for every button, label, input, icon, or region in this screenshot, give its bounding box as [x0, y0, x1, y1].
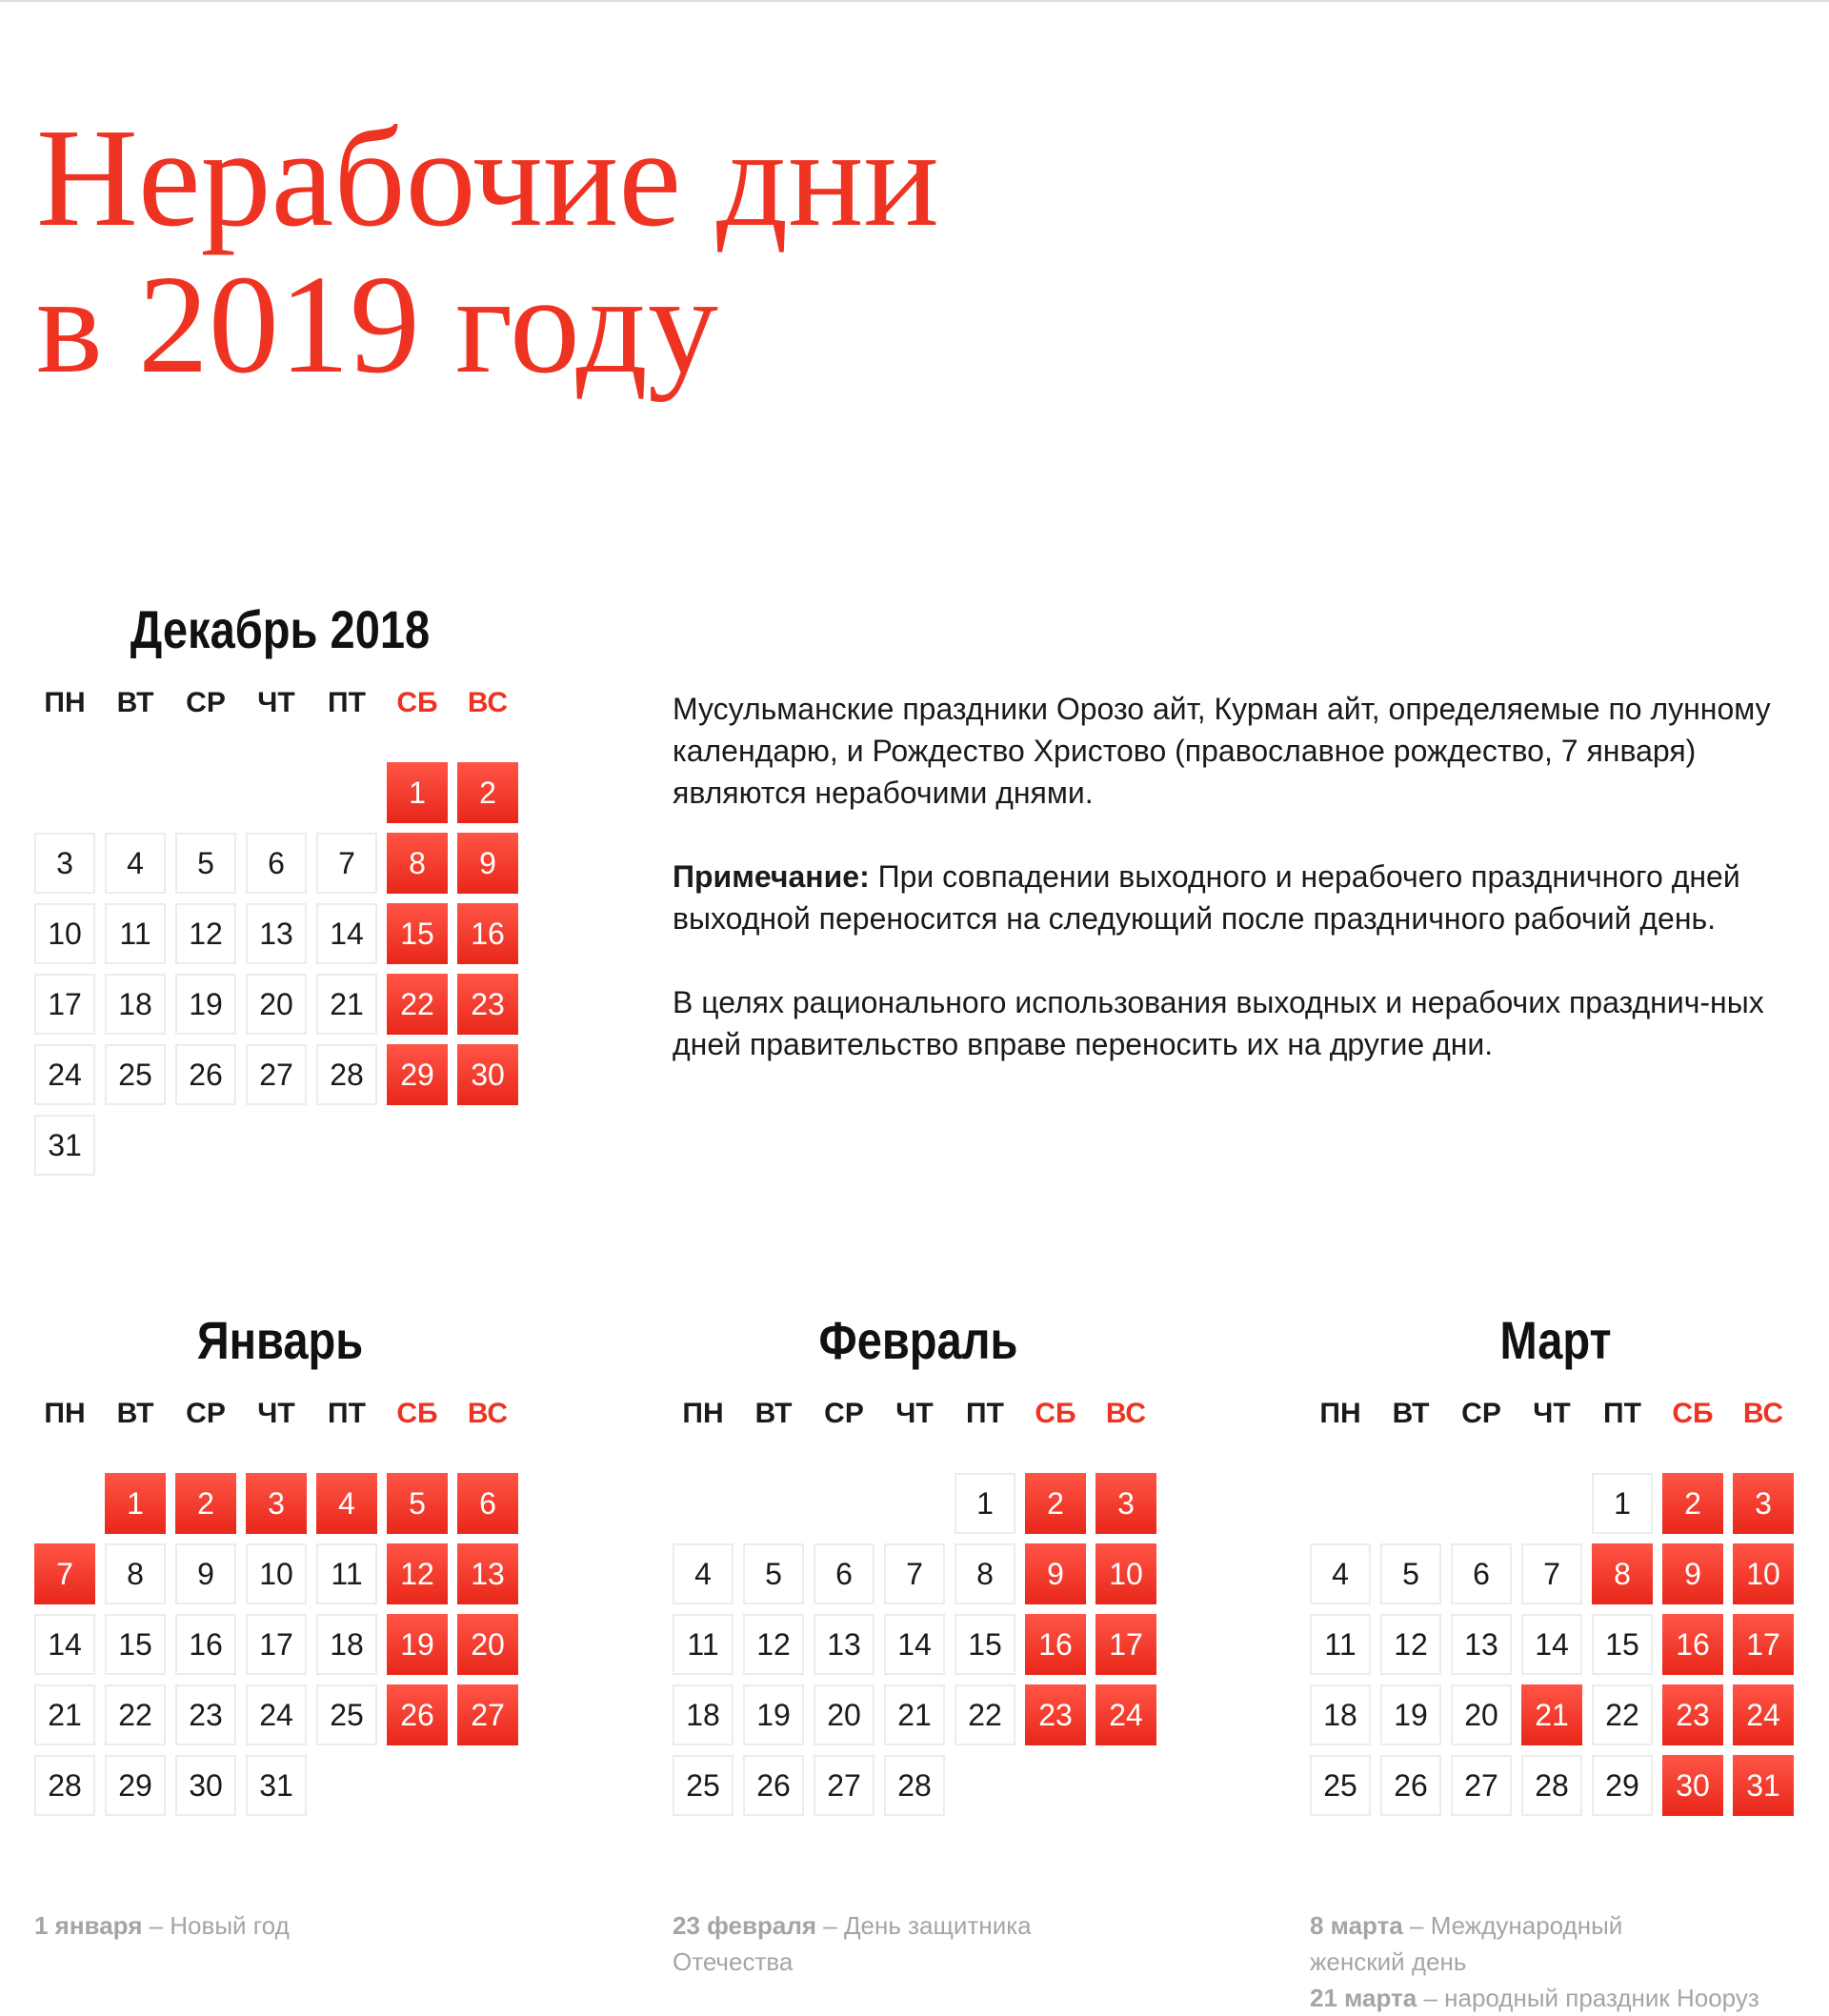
info-text [673, 688, 1797, 1107]
day-cell: 7 [1521, 1543, 1582, 1604]
holiday-day-cell: 8 [1592, 1543, 1653, 1604]
day-cell: 13 [814, 1614, 874, 1675]
weekday-label: ПН [44, 1398, 86, 1429]
day-cell: 12 [743, 1614, 804, 1675]
day-cell: 18 [1310, 1684, 1371, 1745]
weekday-label: ВТ [754, 1398, 793, 1429]
holiday-day-cell: 19 [387, 1614, 448, 1675]
note-label: Примечание: [673, 859, 870, 894]
day-cell: 7 [316, 833, 377, 894]
month-title: Февраль [818, 1310, 1018, 1370]
holiday-day-cell: 23 [1662, 1684, 1723, 1745]
weekday-label: ПН [682, 1398, 724, 1429]
day-cell: 14 [316, 903, 377, 964]
day-cell: 24 [34, 1044, 95, 1105]
holiday-day-cell: 9 [1662, 1543, 1723, 1604]
holiday-day-cell: 10 [1733, 1543, 1794, 1604]
day-cell: 11 [316, 1543, 377, 1604]
day-cell: 20 [1451, 1684, 1512, 1745]
holiday-day-cell: 24 [1733, 1684, 1794, 1745]
holiday-day-cell: 16 [1662, 1614, 1723, 1675]
weekday-label: СР [1461, 1398, 1501, 1429]
holiday-day-cell: 21 [1521, 1684, 1582, 1745]
holiday-day-cell: 29 [387, 1044, 448, 1105]
day-cell: 3 [34, 833, 95, 894]
holiday-day-cell: 22 [387, 974, 448, 1035]
day-cell: 18 [105, 974, 166, 1035]
holiday-note-date: 8 марта [1310, 1911, 1403, 1940]
day-cell: 4 [673, 1543, 734, 1604]
holiday-day-cell: 23 [457, 974, 518, 1035]
holiday-note-line [1310, 1907, 1759, 1944]
day-cell: 13 [246, 903, 307, 964]
weekday-label: СБ [1035, 1398, 1076, 1429]
holiday-notes [34, 1907, 290, 1944]
holiday-day-cell: 2 [1025, 1473, 1086, 1534]
day-cell: 8 [105, 1543, 166, 1604]
holiday-day-cell: 2 [1662, 1473, 1723, 1534]
holiday-day-cell: 3 [1733, 1473, 1794, 1534]
day-cell: 12 [1380, 1614, 1441, 1675]
holiday-day-cell: 2 [175, 1473, 236, 1534]
day-cell: 6 [246, 833, 307, 894]
day-cell: 5 [1380, 1543, 1441, 1604]
month-title: Январь [196, 1310, 364, 1370]
day-cell: 27 [246, 1044, 307, 1105]
day-cell: 31 [34, 1115, 95, 1176]
day-cell: 11 [1310, 1614, 1371, 1675]
day-cell: 26 [743, 1755, 804, 1816]
day-cell: 20 [246, 974, 307, 1035]
weekday-label: СБ [396, 687, 438, 718]
holiday-note-line [673, 1944, 1032, 1980]
day-cell: 18 [316, 1614, 377, 1675]
holiday-day-cell: 4 [316, 1473, 377, 1534]
day-cell: 26 [1380, 1755, 1441, 1816]
holiday-day-cell: 16 [1025, 1614, 1086, 1675]
holiday-day-cell: 31 [1733, 1755, 1794, 1816]
weekday-label: ВТ [116, 687, 154, 718]
day-cell: 22 [955, 1684, 1015, 1745]
holiday-day-cell: 3 [246, 1473, 307, 1534]
day-cell: 5 [743, 1543, 804, 1604]
holiday-note-line [1310, 1980, 1759, 2016]
holiday-day-cell: 26 [387, 1684, 448, 1745]
day-cell: 19 [175, 974, 236, 1035]
weekday-label: ЧТ [895, 1398, 934, 1429]
holiday-day-cell: 23 [1025, 1684, 1086, 1745]
day-cell: 25 [1310, 1755, 1371, 1816]
weekday-label: СБ [1672, 1398, 1714, 1429]
day-cell: 24 [246, 1684, 307, 1745]
holiday-day-cell: 5 [387, 1473, 448, 1534]
day-cell: 21 [884, 1684, 945, 1745]
holiday-note-text: Отечества [673, 1947, 794, 1976]
weekday-label: ВТ [1392, 1398, 1430, 1429]
day-cell: 22 [1592, 1684, 1653, 1745]
top-divider [0, 0, 1829, 2]
day-cell: 22 [105, 1684, 166, 1745]
weekday-label: ВТ [116, 1398, 154, 1429]
day-cell: 29 [105, 1755, 166, 1816]
day-cell: 19 [1380, 1684, 1441, 1745]
day-cell: 16 [175, 1614, 236, 1675]
holiday-day-cell: 13 [457, 1543, 518, 1604]
holiday-day-cell: 30 [457, 1044, 518, 1105]
weekday-label: ВС [467, 1398, 509, 1429]
weekday-label: ПТ [1603, 1398, 1641, 1429]
weekday-label: ЧТ [257, 1398, 295, 1429]
holiday-day-cell: 12 [387, 1543, 448, 1604]
holiday-day-cell: 24 [1095, 1684, 1156, 1745]
weekday-label: ВС [467, 687, 509, 718]
day-cell: 21 [316, 974, 377, 1035]
day-cell: 17 [246, 1614, 307, 1675]
weekday-label: ПТ [328, 1398, 366, 1429]
page-title [36, 100, 939, 403]
weekday-label: СБ [396, 1398, 438, 1429]
weekday-label: ЧТ [257, 687, 295, 718]
day-cell: 10 [34, 903, 95, 964]
holiday-day-cell: 1 [387, 762, 448, 823]
month-title: Декабрь 2018 [130, 599, 431, 659]
holiday-day-cell: 17 [1095, 1614, 1156, 1675]
day-cell: 14 [1521, 1614, 1582, 1675]
day-cell: 28 [316, 1044, 377, 1105]
holiday-day-cell: 6 [457, 1473, 518, 1534]
day-cell: 13 [1451, 1614, 1512, 1675]
day-cell: 6 [814, 1543, 874, 1604]
day-cell: 10 [246, 1543, 307, 1604]
holiday-note-text: женский день [1310, 1947, 1467, 1976]
holiday-note-date: 1 января [34, 1911, 143, 1940]
weekday-label: СР [824, 1398, 864, 1429]
day-cell: 27 [814, 1755, 874, 1816]
day-cell: 28 [34, 1755, 95, 1816]
holiday-note-line [673, 1907, 1032, 1944]
weekday-label: ВС [1105, 1398, 1147, 1429]
holiday-notes [1310, 1907, 1759, 2016]
day-cell: 28 [1521, 1755, 1582, 1816]
page-title-line-2: в 2019 году [36, 247, 718, 403]
holiday-day-cell: 2 [457, 762, 518, 823]
holiday-day-cell: 8 [387, 833, 448, 894]
holiday-note-line [1310, 1944, 1759, 1980]
holiday-day-cell: 17 [1733, 1614, 1794, 1675]
holiday-day-cell: 1 [105, 1473, 166, 1534]
note-text: При совпадении выходного и нерабочего праздничного дней выходной переносится на следующий после праздничного рабочий день. [673, 859, 1740, 936]
weekday-label: ВС [1742, 1398, 1784, 1429]
day-cell: 20 [814, 1684, 874, 1745]
day-cell: 25 [673, 1755, 734, 1816]
day-cell: 4 [1310, 1543, 1371, 1604]
weekday-label: ПН [44, 687, 86, 718]
holiday-day-cell: 20 [457, 1614, 518, 1675]
day-cell: 12 [175, 903, 236, 964]
holiday-day-cell: 9 [457, 833, 518, 894]
day-cell: 27 [1451, 1755, 1512, 1816]
month-title: Март [1499, 1310, 1612, 1370]
holiday-day-cell: 15 [387, 903, 448, 964]
holiday-day-cell: 30 [1662, 1755, 1723, 1816]
day-cell: 21 [34, 1684, 95, 1745]
day-cell: 14 [34, 1614, 95, 1675]
day-cell: 15 [105, 1614, 166, 1675]
holiday-note-text: – Новый год [142, 1911, 290, 1940]
weekday-label: ПТ [966, 1398, 1004, 1429]
day-cell: 29 [1592, 1755, 1653, 1816]
day-cell: 26 [175, 1044, 236, 1105]
holiday-notes [673, 1907, 1032, 1980]
day-cell: 1 [1592, 1473, 1653, 1534]
holiday-note-date: 21 марта [1310, 1984, 1417, 2012]
holiday-day-cell: 3 [1095, 1473, 1156, 1534]
day-cell: 8 [955, 1543, 1015, 1604]
day-cell: 17 [34, 974, 95, 1035]
day-cell: 31 [246, 1755, 307, 1816]
day-cell: 25 [105, 1044, 166, 1105]
holiday-note-text: – Международный [1402, 1911, 1623, 1940]
weekday-label: СР [186, 687, 226, 718]
day-cell: 14 [884, 1614, 945, 1675]
holiday-note-date: 23 февраля [673, 1911, 817, 1940]
holiday-note-text: – День защитника [816, 1911, 1032, 1940]
day-cell: 19 [743, 1684, 804, 1745]
page-title-line-1: Нерабочие дни [36, 100, 939, 256]
weekday-label: ПТ [328, 687, 366, 718]
day-cell: 5 [175, 833, 236, 894]
day-cell: 1 [955, 1473, 1015, 1534]
info-paragraph-2 [673, 856, 1797, 939]
day-cell: 9 [175, 1543, 236, 1604]
holiday-day-cell: 7 [34, 1543, 95, 1604]
day-cell: 11 [105, 903, 166, 964]
holiday-note-text: – народный праздник Нооруз [1417, 1984, 1759, 2012]
holiday-day-cell: 16 [457, 903, 518, 964]
day-cell: 6 [1451, 1543, 1512, 1604]
weekday-label: ПН [1319, 1398, 1361, 1429]
info-paragraph-1: Мусульманские праздники Орозо айт, Курман айт, определяемые по лунному календарю, и Рождество Христово (православное рождество, 7 января) являются нерабочими днями. [673, 692, 1771, 810]
day-cell: 15 [955, 1614, 1015, 1675]
day-cell: 15 [1592, 1614, 1653, 1675]
day-cell: 4 [105, 833, 166, 894]
day-cell: 11 [673, 1614, 734, 1675]
day-cell: 28 [884, 1755, 945, 1816]
day-cell: 25 [316, 1684, 377, 1745]
weekday-label: ЧТ [1533, 1398, 1571, 1429]
holiday-note-line [34, 1907, 290, 1944]
day-cell: 30 [175, 1755, 236, 1816]
holiday-day-cell: 10 [1095, 1543, 1156, 1604]
holiday-day-cell: 9 [1025, 1543, 1086, 1604]
holiday-day-cell: 27 [457, 1684, 518, 1745]
day-cell: 18 [673, 1684, 734, 1745]
day-cell: 23 [175, 1684, 236, 1745]
info-paragraph-3: В целях рационального использования выходных и нерабочих празднич-ных дней правительство вправе переносить их на другие дни. [673, 985, 1764, 1061]
day-cell: 7 [884, 1543, 945, 1604]
weekday-label: СР [186, 1398, 226, 1429]
